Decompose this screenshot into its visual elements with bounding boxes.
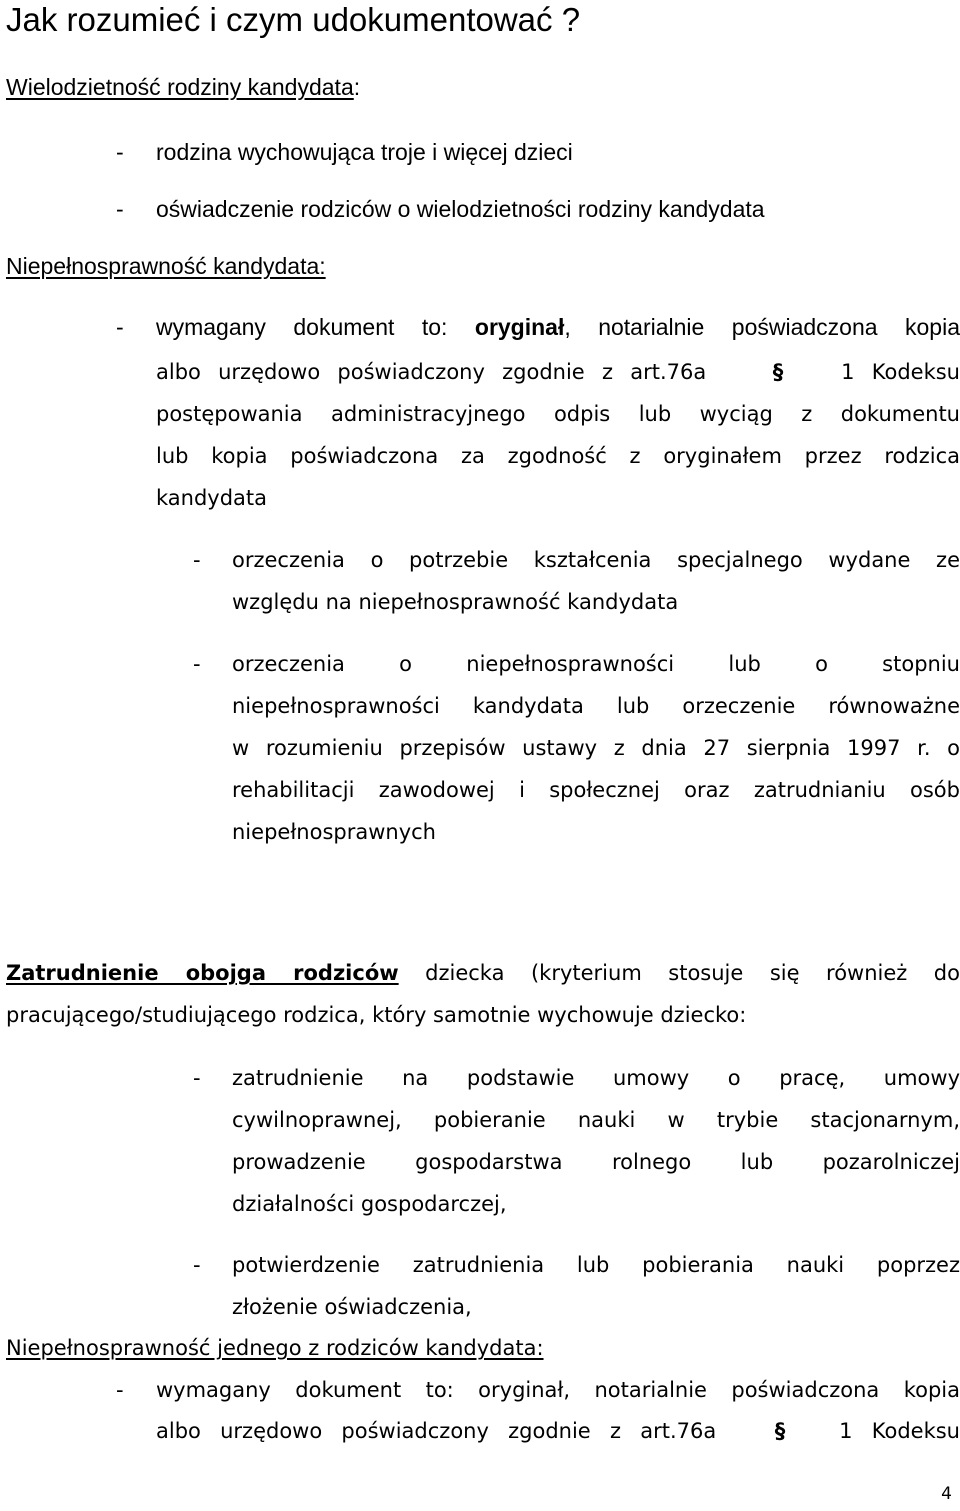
section-sign-icon: § — [772, 360, 784, 384]
list-item-line: lub kopia poświadczona za zgodność z oryginałem przez rodzica — [156, 444, 960, 468]
sub-item-line: rehabilitacji zawodowej i społecznej oraz zatrudnianiu osób — [232, 778, 960, 802]
section-heading-disability — [6, 251, 326, 281]
sub-list-item — [232, 817, 436, 847]
text-suffix: , notarialnie poświadczona kopia — [564, 314, 960, 340]
list-item-line: postępowania administracyjnego odpis lub wyciąg z dokumentu — [156, 402, 960, 426]
sub-list-item — [232, 733, 960, 763]
sub-item-line: działalności gospodarczej, — [232, 1192, 507, 1216]
sub-list-item — [232, 691, 960, 721]
sub-list-item — [232, 545, 960, 575]
section-sign-icon: § — [774, 1419, 786, 1443]
dash-marker: - — [193, 1066, 201, 1090]
sub-list-item — [232, 1063, 960, 1093]
section-heading-large-family — [6, 72, 360, 102]
dash-marker: - — [193, 1253, 201, 1277]
section-intro — [6, 958, 960, 988]
dash-marker: - — [116, 139, 124, 165]
sub-item-line: orzeczenia o niepełnosprawności lub o stopniu — [232, 652, 960, 676]
list-item-text: oświadczenie rodziców o wielodzietności rodziny kandydata — [156, 196, 765, 222]
section-heading-employment: Zatrudnienie obojga rodziców — [6, 961, 399, 985]
sub-list-item — [232, 1250, 960, 1280]
list-item-line: wymagany dokument to: oryginał, notarialnie poświadczona kopia — [156, 1378, 960, 1402]
list-item — [116, 194, 124, 224]
page-number: 4 — [941, 1484, 952, 1504]
page-title: Jak rozumieć i czym udokumentować ? — [6, 1, 581, 38]
list-item-text: rodzina wychowująca troje i więcej dzieci — [156, 139, 573, 165]
heading-colon: : — [353, 74, 361, 100]
sub-list-item — [232, 1292, 472, 1322]
heading-text: Niepełnosprawność kandydata: — [6, 253, 326, 279]
sub-list-item — [232, 1147, 960, 1177]
sub-item-line: niepełnosprawnych — [232, 820, 436, 844]
sub-list-item — [232, 649, 960, 679]
sub-item-line: zatrudnienie na podstawie umowy o pracę, umowy — [232, 1066, 960, 1090]
text-prefix: wymagany dokument to: — [156, 314, 475, 340]
sub-list-item — [232, 1105, 960, 1135]
sub-list-item — [232, 775, 960, 805]
dash-marker: - — [193, 548, 201, 572]
dash-marker: - — [116, 314, 124, 340]
sub-list-item — [232, 1189, 507, 1219]
heading-text: Niepełnosprawność jednego z rodziców kandydata: — [6, 1336, 544, 1360]
text-line-tail: 1 Kodeksu — [841, 360, 960, 384]
heading-text: Wielodzietność rodziny kandydata — [6, 74, 354, 100]
sub-list-item — [232, 587, 678, 617]
dash-marker: - — [116, 196, 124, 222]
list-item-line: kandydata — [156, 486, 268, 510]
list-item-line — [156, 1416, 960, 1446]
list-item-line — [156, 312, 960, 342]
text-bold-original: oryginał — [474, 314, 565, 340]
sub-item-line: potwierdzenie zatrudnienia lub pobierania nauki poprzez — [232, 1253, 960, 1277]
dash-marker: - — [193, 652, 201, 676]
sub-item-line: cywilnoprawnej, pobieranie nauki w trybie stacjonarnym, — [232, 1108, 960, 1132]
text-line: albo urzędowo poświadczony zgodnie z art.76a — [156, 1419, 717, 1443]
sub-item-line: niepełnosprawności kandydata lub orzeczenie równoważne — [232, 694, 960, 718]
sub-item-line: w rozumieniu przepisów ustawy z dnia 27 sierpnia 1997 r. o — [232, 736, 960, 760]
sub-item-line: złożenie oświadczenia, — [232, 1295, 472, 1319]
list-item-line — [156, 357, 960, 387]
sub-item-line: prowadzenie gospodarstwa rolnego lub pozarolniczej — [232, 1150, 960, 1174]
sub-item-line: orzeczenia o potrzebie kształcenia specjalnego wydane ze — [232, 548, 960, 572]
dash-marker: - — [116, 1378, 124, 1402]
sub-item-line: względu na niepełnosprawność kandydata — [232, 590, 679, 614]
list-item — [116, 137, 124, 167]
text-line-tail: 1 Kodeksu — [839, 1419, 960, 1443]
section-heading-parent-disability — [6, 1333, 544, 1363]
text-line: albo urzędowo poświadczony zgodnie z art.76a — [156, 360, 707, 384]
intro-text: dziecka (kryterium stosuje się również do — [425, 961, 960, 985]
section-intro-line: pracującego/studiującego rodzica, który samotnie wychowuje dziecko: — [6, 1003, 747, 1027]
